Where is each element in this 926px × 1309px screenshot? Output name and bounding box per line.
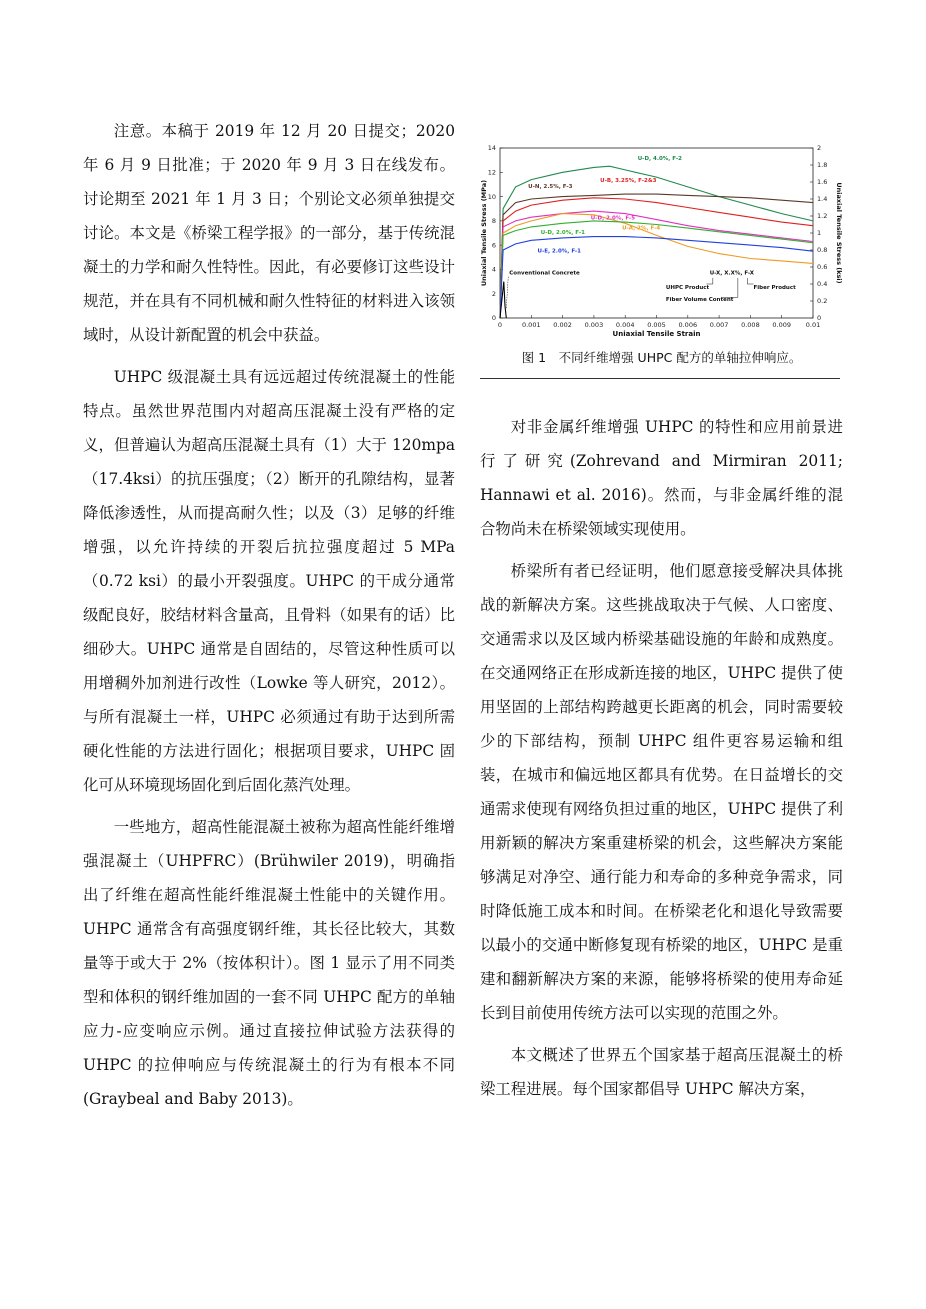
legend-key-label: U-X, X.X%, F-X [709, 270, 755, 277]
x-tick-label: 0.009 [772, 321, 792, 329]
y-tick-label: 6 [491, 241, 496, 250]
x-tick-label: 0.01 [805, 321, 821, 329]
y-tick-label: 8 [491, 217, 496, 226]
y2-tick-label: 0.8 [817, 246, 828, 255]
y2-tick-label: 0.6 [817, 263, 828, 272]
x-tick-label: 0.005 [647, 321, 666, 329]
fiber-product-label: Fiber Product [753, 284, 796, 291]
y-axis-title: Uniaxial Tensile Stress (MPa) [480, 179, 488, 287]
x-tick-label: 0.006 [678, 321, 698, 329]
series-label: U-D, 2.0%, F-1 [540, 230, 585, 237]
y-tick-label: 0 [491, 314, 496, 323]
legend-key-connector [707, 278, 713, 284]
figure-caption: 图 1 不同纤维增强 UHPC 配方的单轴拉伸响应。 [521, 350, 802, 365]
series-line [500, 194, 813, 318]
y2-axis-title: Uniaxial Tensile Stress (ksi) [835, 182, 843, 284]
series-label: U-A, 2%, F-4 [622, 225, 661, 232]
x-tick-label: 0.004 [615, 321, 635, 329]
paragraph: 一些地方，超高性能混凝土被称为超高性能纤维增强混凝土（UHPFRC）(Brühwiler 2019)，明确指出了纤维在超高性能纤维混凝土性能中的关键作用。UHPC 通常含有高强度钢纤维，其长径比较大，其数量等于或大于 2%（按体积计）。图 1 显示了用不同类型和体积的钢纤维加固的一套不同 UHPC 配方的单轴应力-应变响应示例。通过直接拉伸试验方法获得的 UHPC 的拉伸响应与传统混凝土的行为有根本不同(Graybeal and Baby 2013)。 [83, 818, 455, 1108]
paragraph: UHPC 级混凝土具有远远超过传统混凝土的性能特点。虽然世界范围内对超高压混凝土没有严格的定义，但普遍认为超高压混凝土具有（1）大于 120mpa（17.4ksi）的抗压强度；（2）断开的孔隙结构，显著降低渗透性，从而提高耐久性；以及（3）足够的纤维增强，以允许持续的开裂后抗拉强度超过 5 MPa（0.72 ksi）的最小开裂强度。UHPC 的干成分通常级配良好，胶结材料含量高，且骨料（如果有的话）比细砂大。UHPC 通常是自固结的，尽管这种性质可以用增稠外加剂进行改性（Lowke 等人研究，2012）。与所有混凝土一样，UHPC 必须通过有助于达到所需硬化性能的方法进行固化；根据项目要求，UHPC 固化可从环境现场固化到后固化蒸汽处理。 [83, 368, 455, 794]
series-label: U-E, 2.0%, F-1 [537, 248, 582, 255]
figure-1 [480, 140, 843, 366]
y2-tick-label: 1.2 [817, 212, 828, 221]
x-tick-label: 0 [497, 321, 503, 329]
fiber-volume-label: Fiber Volume Content [665, 297, 734, 303]
y2-tick-label: 1.4 [817, 195, 828, 204]
x-tick-label: 0.002 [553, 321, 572, 329]
series-label: U-N, 2.5%, F-3 [528, 184, 573, 191]
uhpc-product-label: UHPC Product [665, 284, 710, 291]
y2-tick-label: 1 [817, 229, 822, 238]
right-column [480, 410, 843, 1114]
y-tick-label: 12 [487, 168, 496, 177]
y2-tick-label: 0.4 [817, 280, 828, 289]
series-label: U-D, 4.0%, F-2 [637, 156, 683, 163]
y-tick-label: 14 [487, 144, 496, 153]
legend-key-connector [747, 278, 753, 284]
series-label: U-B, 3.25%, F-2&3 [600, 178, 657, 184]
y2-tick-label: 0.2 [817, 297, 828, 306]
paragraph: 对非金属纤维增强 UHPC 的特性和应用前景进行了研究(Zohrevand and Mirmiran 2011; Hannawi et al. 2016)。然而，与非金属纤维的混合物尚未在桥梁领域实现使用。 [480, 418, 843, 538]
conventional-concrete-pointer [506, 277, 508, 309]
y2-tick-label: 0 [817, 314, 822, 323]
x-tick-label: 0.007 [709, 321, 729, 329]
y-tick-label: 4 [491, 265, 496, 274]
y-tick-label: 10 [487, 192, 496, 201]
y-tick-label: 2 [491, 289, 496, 298]
x-axis-title: Uniaxial Tensile Strain [612, 330, 701, 338]
x-tick-label: 0.008 [741, 321, 760, 329]
x-tick-label: 0.003 [584, 321, 604, 329]
paragraph: 本文概述了世界五个国家基于超高压混凝土的桥梁工程进展。每个国家都倡导 UHPC 解决方案， [480, 1046, 843, 1098]
y2-tick-label: 2 [817, 144, 822, 153]
y2-tick-label: 1.8 [817, 161, 828, 170]
y2-tick-label: 1.6 [817, 178, 828, 187]
left-column [83, 114, 455, 1124]
conventional-concrete-label: Conventional Concrete [509, 270, 580, 277]
x-tick-label: 0.001 [521, 321, 541, 329]
paragraph: 注意。本稿于 2019 年 12 月 20 日提交；2020 年 6 月 9 日批准；于 2020 年 9 月 3 日在线发布。讨论期至 2021 年 1 月 3 日；个别论文必须单独提交讨论。本文是《桥梁工程学报》的一部分，基于传统混凝土的力学和耐久性特性。因此，有必要修订这些设计规范，并在具有不同机械和耐久性特征的材料进入该领域时，从设计新配置的机会中获益。 [83, 122, 455, 344]
legend-key-connector [722, 278, 738, 297]
paragraph: 桥梁所有者已经证明，他们愿意接受解决具体挑战的新解决方案。这些挑战取决于气候、人口密度、交通需求以及区域内桥梁基础设施的年龄和成熟度。在交通网络正在形成新连接的地区，UHPC 提供了使用坚固的上部结构跨越更长距离的机会，同时需要较少的下部结构，预制 UHPC 组件更容易运输和组装，在城市和偏远地区都具有优势。在日益增长的交通需求使现有网络负担过重的地区，UHPC 提供了利用新颖的解决方案重建桥梁的机会，这些解决方案能够满足对净空、通行能力和寿命的多种竞争需求，同时降低施工成本和时间。在桥梁老化和退化导致需要以最小的交通中断修复现有桥梁的地区，UHPC 是重建和翻新解决方案的来源，能够将桥梁的使用寿命延长到目前使用传统方法可以实现的范围之外。 [480, 562, 843, 1022]
tensile-response-chart [480, 140, 843, 340]
figure-divider [480, 378, 840, 379]
series-label: U-D, 2.0%, F-5 [590, 215, 636, 222]
